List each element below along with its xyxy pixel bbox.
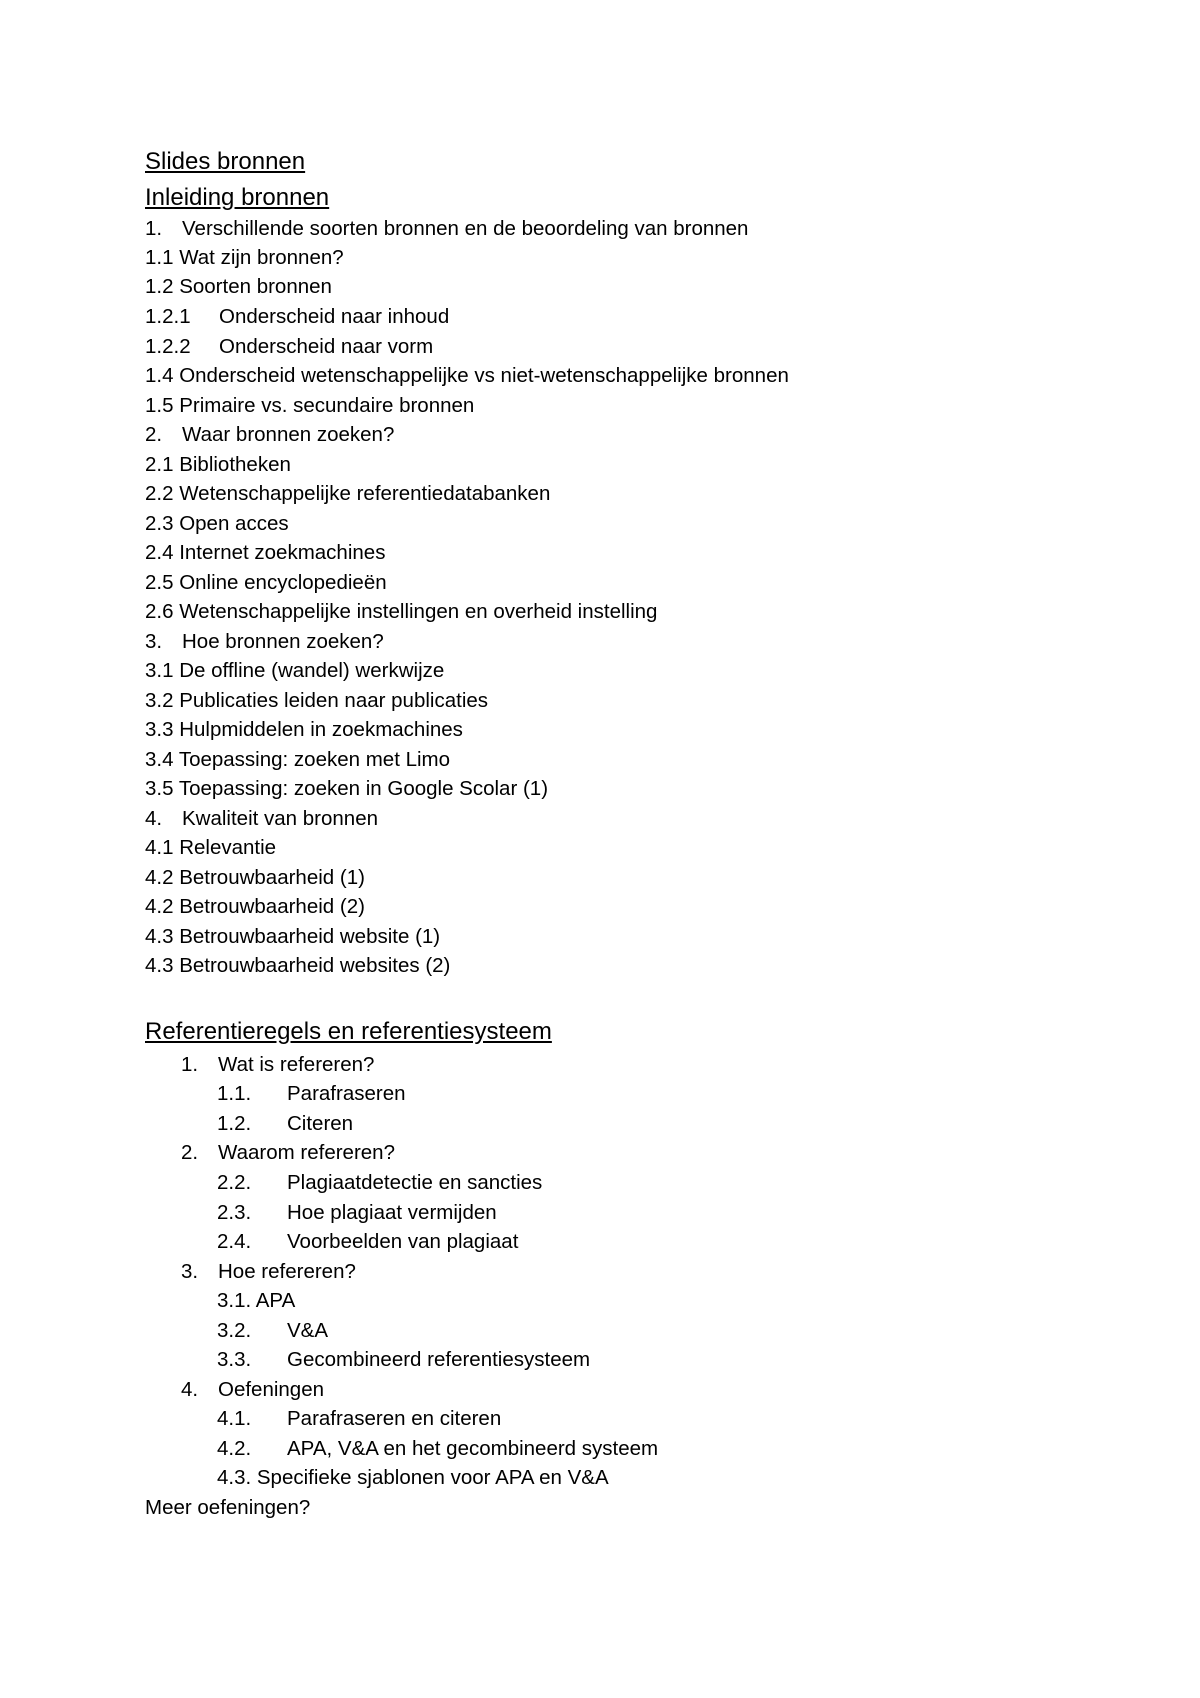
item-number: 2.	[145, 423, 163, 446]
list-item	[145, 214, 748, 244]
item-number: 1.1.	[217, 1082, 252, 1105]
item-number: 4.	[181, 1378, 199, 1401]
list-item	[145, 833, 276, 863]
item-text: Onderscheid naar inhoud	[219, 305, 450, 328]
item-number: 2.	[181, 1141, 199, 1164]
list-item	[217, 1316, 328, 1346]
item-text: Meer oefeningen?	[145, 1496, 311, 1519]
list-item	[145, 479, 550, 509]
list-item	[145, 509, 289, 539]
list-item	[145, 450, 291, 480]
item-number: 3.	[181, 1260, 199, 1283]
item-text: 1.1 Wat zijn bronnen?	[145, 246, 344, 269]
item-number: 1.2.	[217, 1112, 252, 1135]
item-text: 3.2 Publicaties leiden naar publicaties	[145, 689, 489, 712]
list-item	[217, 1227, 518, 1257]
list-item	[145, 745, 450, 775]
list-item	[217, 1286, 295, 1316]
item-text: 2.3 Open acces	[145, 512, 289, 535]
item-number: 3.2.	[217, 1319, 252, 1342]
list-item	[217, 1404, 501, 1434]
item-text: Parafraseren en citeren	[287, 1407, 502, 1430]
item-text: 1.5 Primaire vs. secundaire bronnen	[145, 394, 475, 417]
item-text: 4.2 Betrouwbaarheid (2)	[145, 895, 365, 918]
item-text: 4.1 Relevantie	[145, 836, 277, 859]
list-item	[145, 361, 789, 391]
list-item	[145, 892, 365, 922]
item-number: 2.3.	[217, 1201, 252, 1224]
item-text: 4.2 Betrouwbaarheid (1)	[145, 866, 365, 889]
item-text: 3.1. APA	[217, 1289, 296, 1312]
list-item	[145, 420, 394, 450]
item-text: Waarom refereren?	[218, 1141, 395, 1164]
list-item	[181, 1375, 324, 1405]
item-text: 3.3 Hulpmiddelen in zoekmachines	[145, 718, 463, 741]
item-text: Onderscheid naar vorm	[219, 335, 434, 358]
item-number: 4.1.	[217, 1407, 252, 1430]
item-text: APA, V&A en het gecombineerd systeem	[287, 1437, 659, 1460]
item-text: Oefeningen	[218, 1378, 325, 1401]
item-text: 2.5 Online encyclopedieën	[145, 571, 387, 594]
list-item	[145, 656, 444, 686]
item-number: 1.2.1	[145, 305, 191, 328]
item-text: Verschillende soorten bronnen en de beoordeling van bronnen	[182, 217, 749, 240]
item-number: 3.	[145, 630, 163, 653]
item-text: 2.6 Wetenschappelijke instellingen en overheid instelling	[145, 600, 658, 623]
item-text: 4.3. Specifieke sjablonen voor APA en V&A	[217, 1466, 609, 1489]
list-item	[217, 1345, 590, 1375]
item-text: 3.5 Toepassing: zoeken in Google Scolar (1)	[145, 777, 549, 800]
item-text: 4.3 Betrouwbaarheid websites (2)	[145, 954, 451, 977]
item-text: 1.4 Onderscheid wetenschappelijke vs niet-wetenschappelijke bronnen	[145, 364, 789, 387]
footer-text	[145, 1493, 310, 1523]
list-item	[217, 1463, 609, 1493]
item-text: Gecombineerd referentiesysteem	[287, 1348, 591, 1371]
list-item	[145, 922, 440, 952]
item-text: V&A	[287, 1319, 329, 1342]
list-item	[217, 1198, 497, 1228]
item-text: 2.4 Internet zoekmachines	[145, 541, 386, 564]
item-text: 2.2 Wetenschappelijke referentiedatabanken	[145, 482, 551, 505]
list-item	[181, 1050, 374, 1080]
item-text: Hoe refereren?	[218, 1260, 356, 1283]
item-text: Parafraseren	[287, 1082, 406, 1105]
list-item	[145, 332, 433, 362]
list-item	[145, 597, 657, 627]
list-item	[217, 1434, 658, 1464]
item-number: 1.	[181, 1053, 199, 1076]
item-text: Kwaliteit van bronnen	[182, 807, 379, 830]
list-item	[145, 863, 365, 893]
list-item	[181, 1138, 395, 1168]
item-text: Citeren	[287, 1112, 354, 1135]
item-text: 3.4 Toepassing: zoeken met Limo	[145, 748, 451, 771]
item-text: 1.2 Soorten bronnen	[145, 275, 332, 298]
list-item	[217, 1109, 353, 1139]
list-item	[217, 1079, 406, 1109]
list-item	[145, 391, 474, 421]
list-item	[145, 272, 332, 302]
list-item	[181, 1257, 356, 1287]
item-text: Hoe plagiaat vermijden	[287, 1201, 497, 1224]
item-text: 3.1 De offline (wandel) werkwijze	[145, 659, 445, 682]
item-number: 1.2.2	[145, 335, 191, 358]
list-item	[217, 1168, 542, 1198]
section-heading-inleiding: Inleiding bronnen	[145, 184, 330, 211]
item-text: 2.1 Bibliotheken	[145, 453, 291, 476]
item-text: Plagiaatdetectie en sancties	[287, 1171, 543, 1194]
list-item	[145, 627, 384, 657]
list-item	[145, 243, 344, 273]
list-item	[145, 568, 387, 598]
list-item	[145, 302, 449, 332]
item-number: 3.3.	[217, 1348, 252, 1371]
item-text: Wat is refereren?	[218, 1053, 375, 1076]
item-number: 4.2.	[217, 1437, 252, 1460]
list-item	[145, 715, 463, 745]
list-item	[145, 538, 385, 568]
item-number: 1.	[145, 217, 163, 240]
item-number: 2.2.	[217, 1171, 252, 1194]
list-item	[145, 804, 378, 834]
list-item	[145, 774, 548, 804]
item-text: Voorbeelden van plagiaat	[287, 1230, 519, 1253]
list-item	[145, 951, 450, 981]
item-number: 2.4.	[217, 1230, 252, 1253]
item-number: 4.	[145, 807, 163, 830]
list-item	[145, 686, 488, 716]
document-title: Slides bronnen	[145, 148, 306, 175]
section-heading-referentieregels: Referentieregels en referentiesysteem	[145, 1018, 552, 1045]
item-text: 4.3 Betrouwbaarheid website (1)	[145, 925, 441, 948]
item-text: Waar bronnen zoeken?	[182, 423, 395, 446]
item-text: Hoe bronnen zoeken?	[182, 630, 384, 653]
